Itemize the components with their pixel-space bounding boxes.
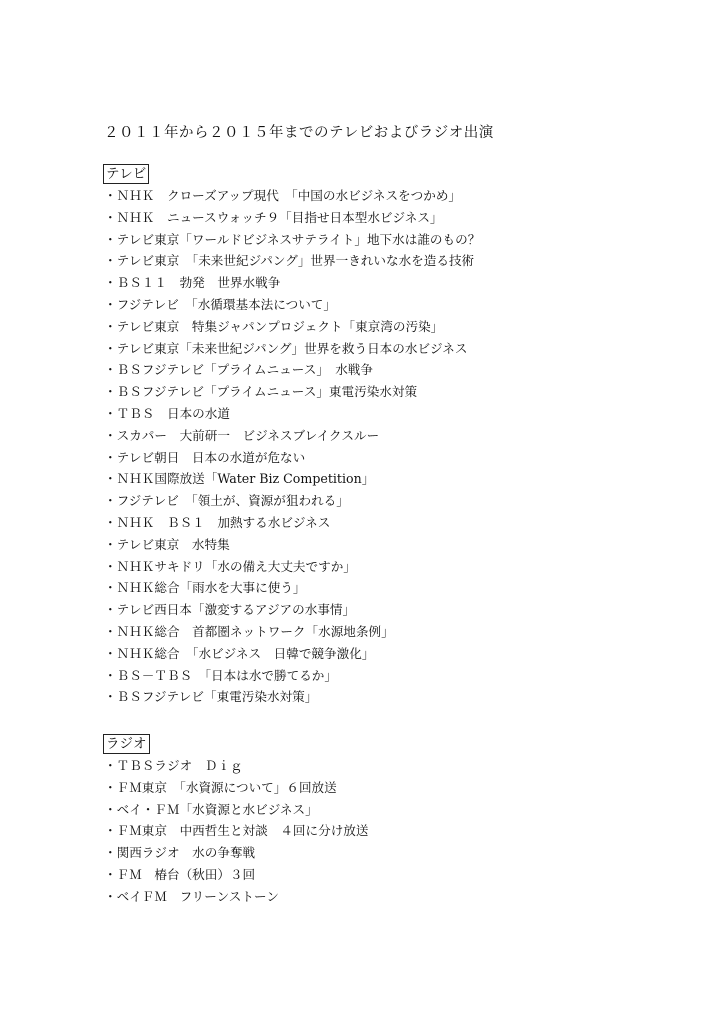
radio-list-item: ・ＦＭ東京 「水資源について」６回放送	[104, 779, 337, 795]
tv-list-item: ・フジテレビ 「領土が、資源が狙われる」	[104, 493, 349, 509]
radio-list-item: ・ベイ・ＦＭ「水資源と水ビジネス」	[104, 801, 318, 817]
tv-list-item: ・ＮＨＫ ニュースウォッチ９「目指せ日本型水ビジネス」	[104, 209, 443, 225]
tv-list-item: ・ＴＢＳ 日本の水道	[104, 405, 230, 421]
tv-list-item: ・テレビ西日本「激変するアジアの水事情」	[104, 602, 356, 618]
tv-list-item: ・ＮＨＫ クローズアップ現代 「中国の水ビジネスをつかめ」	[104, 188, 462, 203]
radio-list-item: ・ＦＭ東京 中西哲生と対談 ４回に分け放送	[104, 823, 369, 839]
radio-list-item: ・ベイＦＭ フリーンストーン	[104, 888, 279, 904]
tv-list-item: ・ＢＳフジテレビ「プライムニュース」 水戦争	[104, 362, 373, 378]
radio-appearance-list	[104, 755, 368, 908]
tv-list-item: ・ＢＳフジテレビ「プライムニュース」東電汚染水対策	[104, 384, 418, 400]
tv-section-heading: テレビ	[103, 164, 149, 184]
tv-appearance-list	[104, 185, 480, 708]
document-title: ２０１１年から２０１５年までのテレビおよびラジオ出演	[104, 125, 494, 141]
radio-list-item: ・関西ラジオ 水の争奪戦	[104, 845, 256, 861]
tv-list-item: ・テレビ東京 「未来世紀ジパング」世界一きれいな水を造る技術	[104, 253, 475, 269]
tv-list-item: ・ＮＨＫ総合「雨水を大事に使う」	[104, 580, 306, 596]
tv-list-item: ・ＮＨＫ総合 首都圏ネットワーク「水源地条例」	[104, 623, 394, 639]
radio-section-heading: ラジオ	[103, 734, 150, 754]
tv-list-item: ・ＮＨＫ総合 「水ビジネス 日韓で競争激化」	[104, 645, 375, 661]
tv-list-item: ・テレビ朝日 日本の水道が危ない	[104, 449, 306, 465]
tv-list-item: ・ＮＨＫ ＢＳ１ 加熱する水ビジネス	[104, 514, 331, 530]
tv-list-item: ・フジテレビ 「水循環基本法について」	[104, 296, 336, 312]
tv-list-item: ・ＢＳフジテレビ「東電汚染水対策」	[104, 689, 318, 705]
tv-list-item: ・テレビ東京「未来世紀ジパング」世界を救う日本の水ビジネス	[104, 340, 468, 356]
tv-list-item: ・テレビ東京「ワールドビジネスサテライト」地下水は誰のもの？	[104, 231, 481, 247]
tv-list-item: ・テレビ東京 特集ジャパンプロジェクト「東京湾の汚染」	[104, 318, 444, 334]
tv-list-item: ・ＮＨＫ国際放送「Water Biz Competition」	[104, 471, 375, 487]
tv-list-item: ・スカパー 大前研一 ビジネスブレイクスルー	[104, 427, 380, 443]
tv-list-item: ・ＮＨＫサキドリ「水の備え大丈夫ですか」	[104, 558, 356, 574]
tv-list-item: ・テレビ東京 水特集	[104, 536, 230, 552]
radio-list-item: ・ＴＢＳラジオ Ｄｉｇ	[104, 758, 243, 773]
radio-list-item: ・ＦＭ 椿台（秋田）３回	[104, 866, 256, 882]
tv-list-item: ・ＢＳ１１ 勃発 世界水戦争	[104, 275, 281, 291]
tv-list-item: ・ＢＳ－ＴＢＳ 「日本は水で勝てるか」	[104, 667, 337, 683]
